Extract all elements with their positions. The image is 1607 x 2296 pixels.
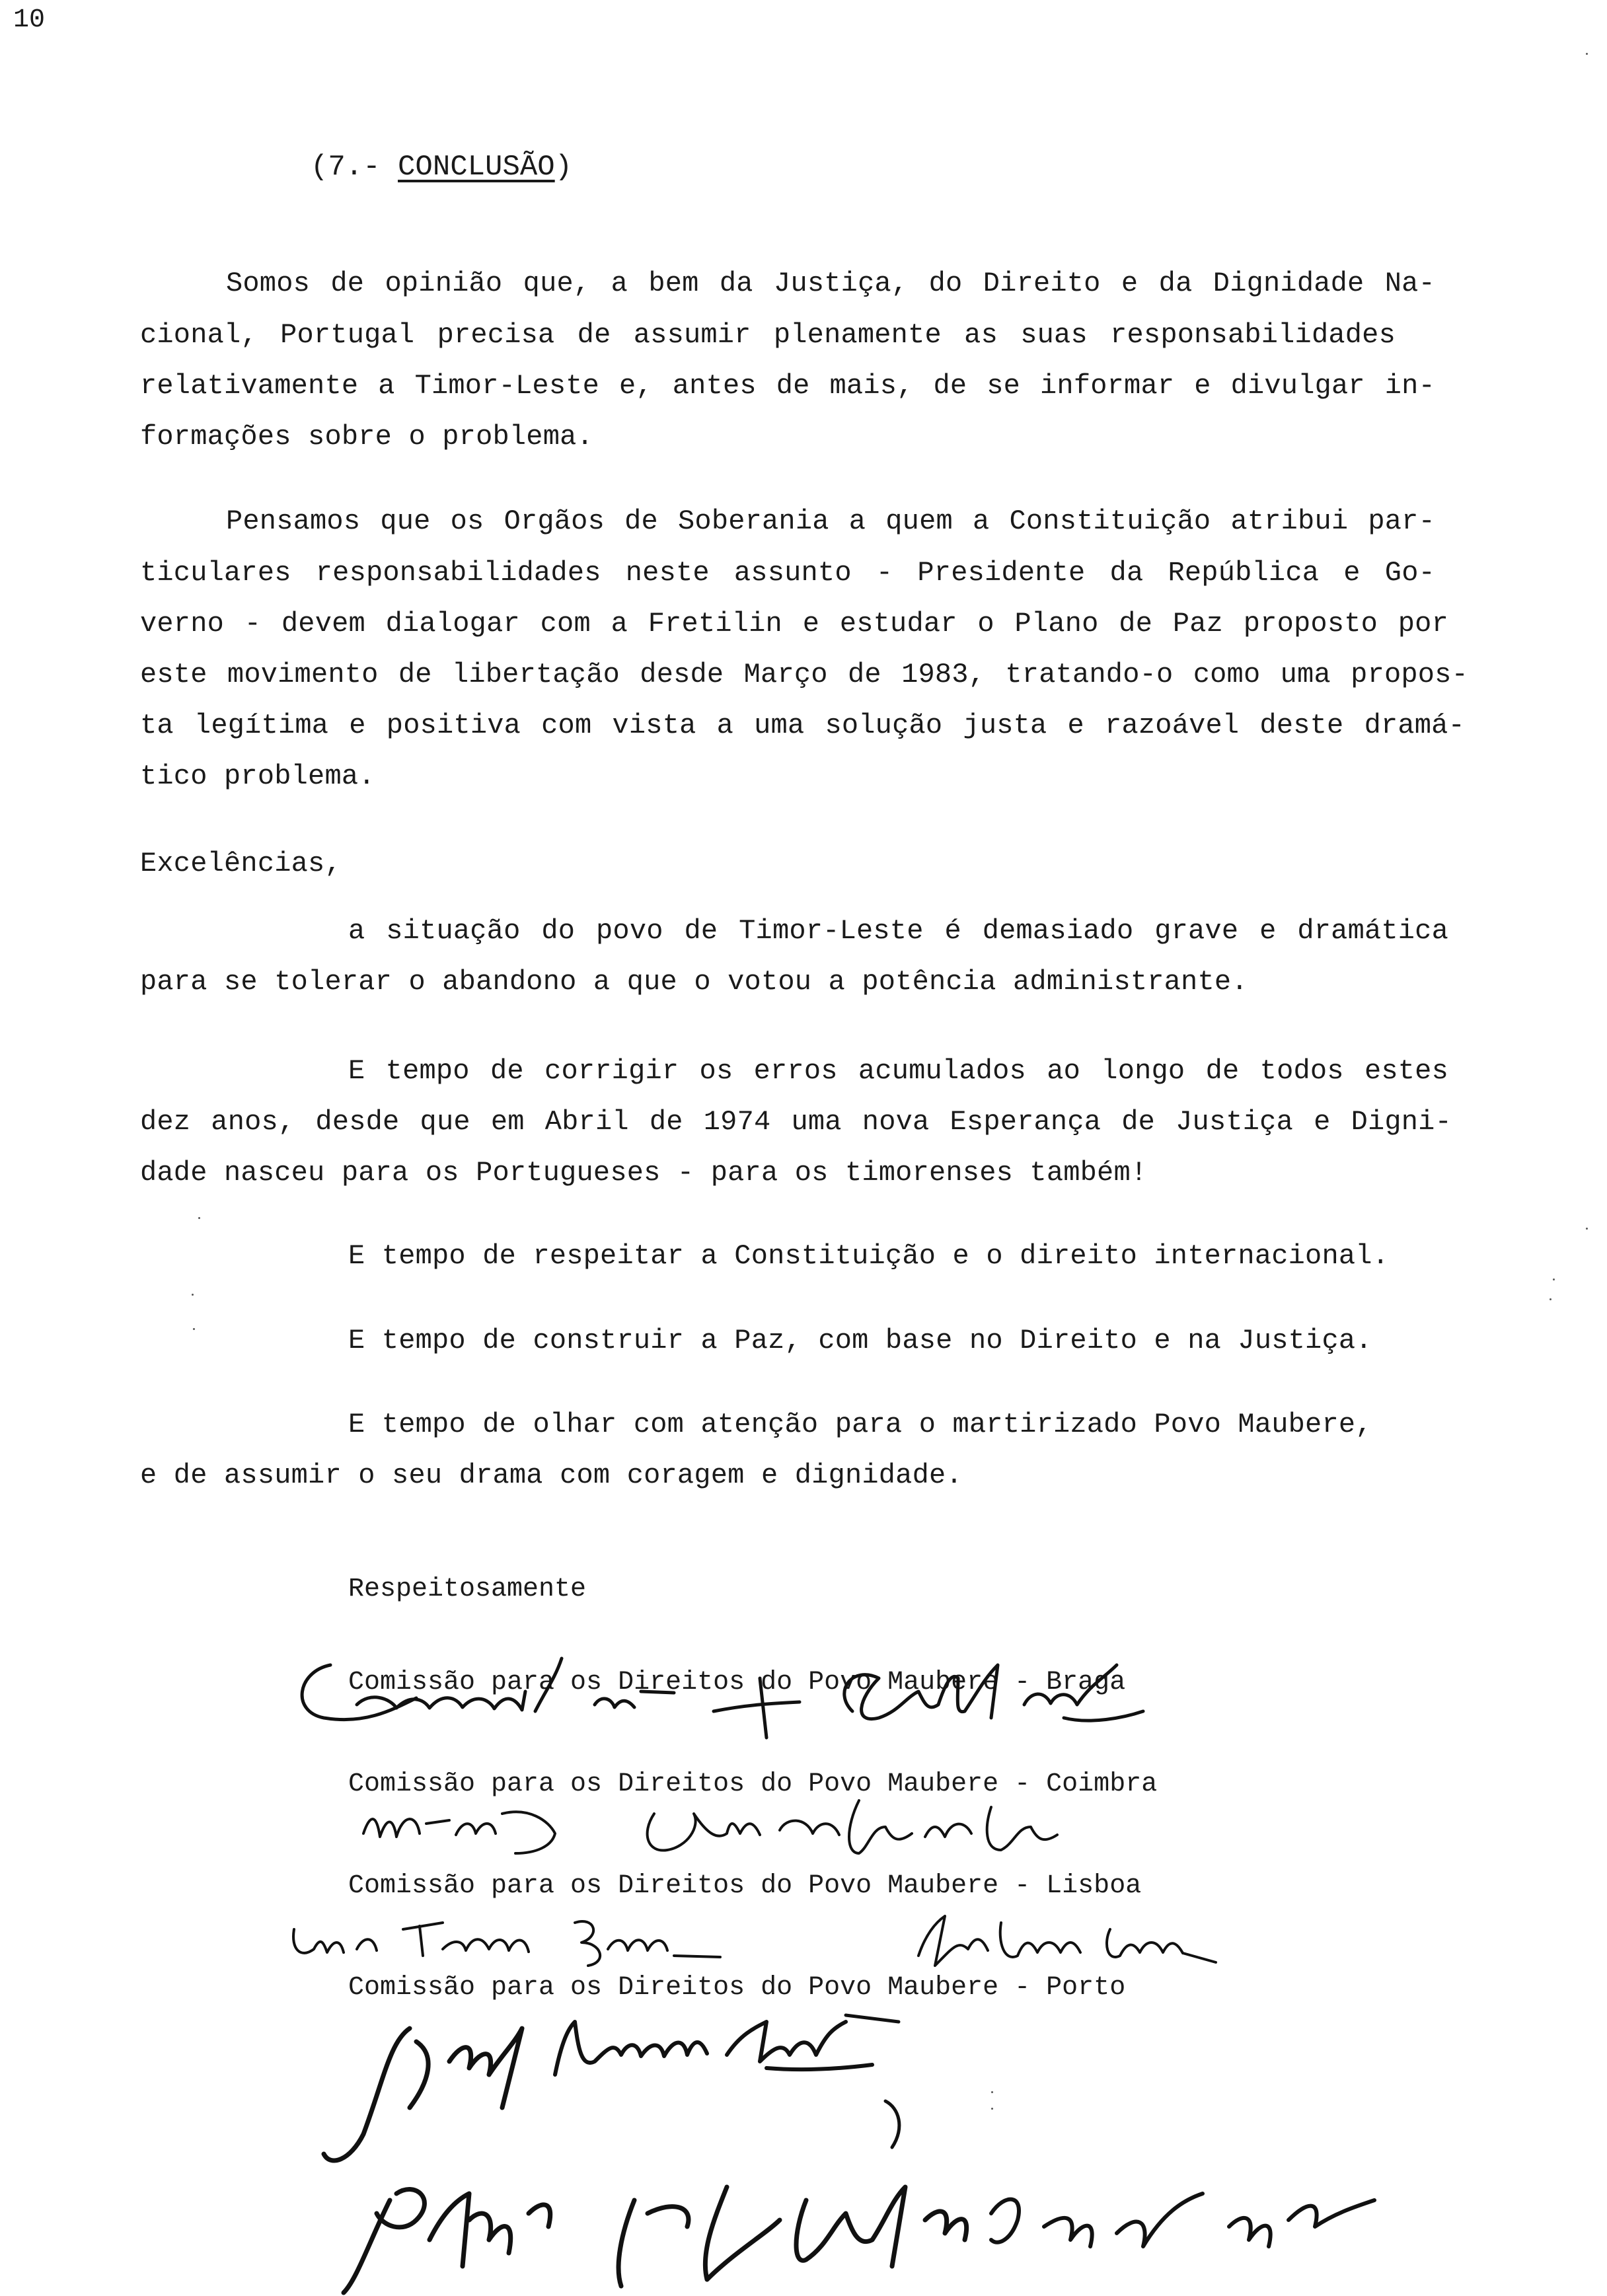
- paragraph-4-line-1: E tempo de corrigir os erros acumulados ao longo de todos estes: [348, 1055, 1448, 1087]
- paragraph-6: E tempo de construir a Paz, com base no Direito e na Justiça.: [348, 1325, 1372, 1356]
- signature-braga: [284, 1652, 1275, 1748]
- paragraph-2-line-6: tico problema.: [140, 760, 375, 792]
- paragraph-3-line-2: para se tolerar o abandono a que o votou a potência administrante.: [140, 966, 1248, 998]
- paragraph-4-line-2: dez anos, desde que em Abril de 1974 uma nova Esperança de Justiça e Digni-: [140, 1106, 1452, 1138]
- scan-speck: [1553, 1278, 1555, 1280]
- closing: Respeitosamente: [348, 1574, 587, 1604]
- paragraph-1-line-2: cional, Portugal precisa de assumir plenamente as suas responsabilidades: [140, 319, 1396, 351]
- paragraph-2-line-5: ta legítima e positiva com vista a uma solução justa e razoável deste dramá-: [140, 710, 1465, 741]
- paragraph-3-line-1: a situação do povo de Timor-Leste é demasiado grave e dramática: [348, 915, 1448, 947]
- committee-braga: Comissão para os Direitos do Povo Maubere - Braga: [348, 1668, 1126, 1697]
- signature-lisboa: [291, 1903, 1249, 1979]
- scan-speck: [1586, 53, 1588, 55]
- paragraph-1-line-1: Somos de opinião que, a bem da Justiça, do Direito e da Dignidade Na-: [226, 268, 1435, 299]
- paragraph-1-line-4: formações sobre o problema.: [140, 421, 593, 453]
- page-number: 10: [13, 5, 46, 35]
- paragraph-2-line-4: este movimento de libertação desde Março de 1983, tratando-o como uma propos-: [140, 659, 1468, 690]
- paragraph-2-line-2: ticulares responsabilidades neste assunto - Presidente da República e Go-: [140, 557, 1435, 589]
- section-suffix: ): [554, 151, 573, 184]
- scan-speck: [991, 2108, 993, 2110]
- paragraph-4-line-3: dade nasceu para os Portugueses - para os timorenses também!: [140, 1157, 1148, 1189]
- signature-coimbra: [357, 1787, 1216, 1870]
- paragraph-7-line-2: e de assumir o seu drama com coragem e dignidade.: [140, 1460, 963, 1491]
- scan-speck: [192, 1294, 194, 1296]
- paragraph-1-line-3: relativamente a Timor-Leste e, antes de mais, de se informar e divulgar in-: [140, 370, 1435, 402]
- paragraph-5: E tempo de respeitar a Constituição e o direito internacional.: [348, 1240, 1390, 1272]
- section-title: [311, 151, 572, 184]
- scan-speck: [198, 1217, 200, 1219]
- committee-coimbra: Comissão para os Direitos do Povo Maubere - Coimbra: [348, 1769, 1158, 1799]
- scan-speck: [1550, 1298, 1551, 1300]
- scan-speck: [991, 2091, 993, 2093]
- section-title-text: CONCLUSÃO: [398, 151, 555, 184]
- signature-porto: [304, 2002, 1427, 2296]
- salutation: Excelências,: [140, 848, 342, 879]
- committee-porto: Comissão para os Direitos do Povo Maubere - Porto: [348, 1973, 1126, 2003]
- section-prefix: (7.-: [311, 151, 398, 184]
- paragraph-7-line-1: E tempo de olhar com atenção para o martirizado Povo Maubere,: [348, 1409, 1372, 1440]
- paragraph-2-line-1: Pensamos que os Orgãos de Soberania a quem a Constituição atribui par-: [226, 505, 1435, 537]
- scan-speck: [1586, 1228, 1588, 1230]
- scan-speck: [193, 1328, 195, 1330]
- committee-lisboa: Comissão para os Direitos do Povo Maubere - Lisboa: [348, 1871, 1142, 1901]
- paragraph-2-line-3: verno - devem dialogar com a Fretilin e estudar o Plano de Paz proposto por: [140, 608, 1448, 640]
